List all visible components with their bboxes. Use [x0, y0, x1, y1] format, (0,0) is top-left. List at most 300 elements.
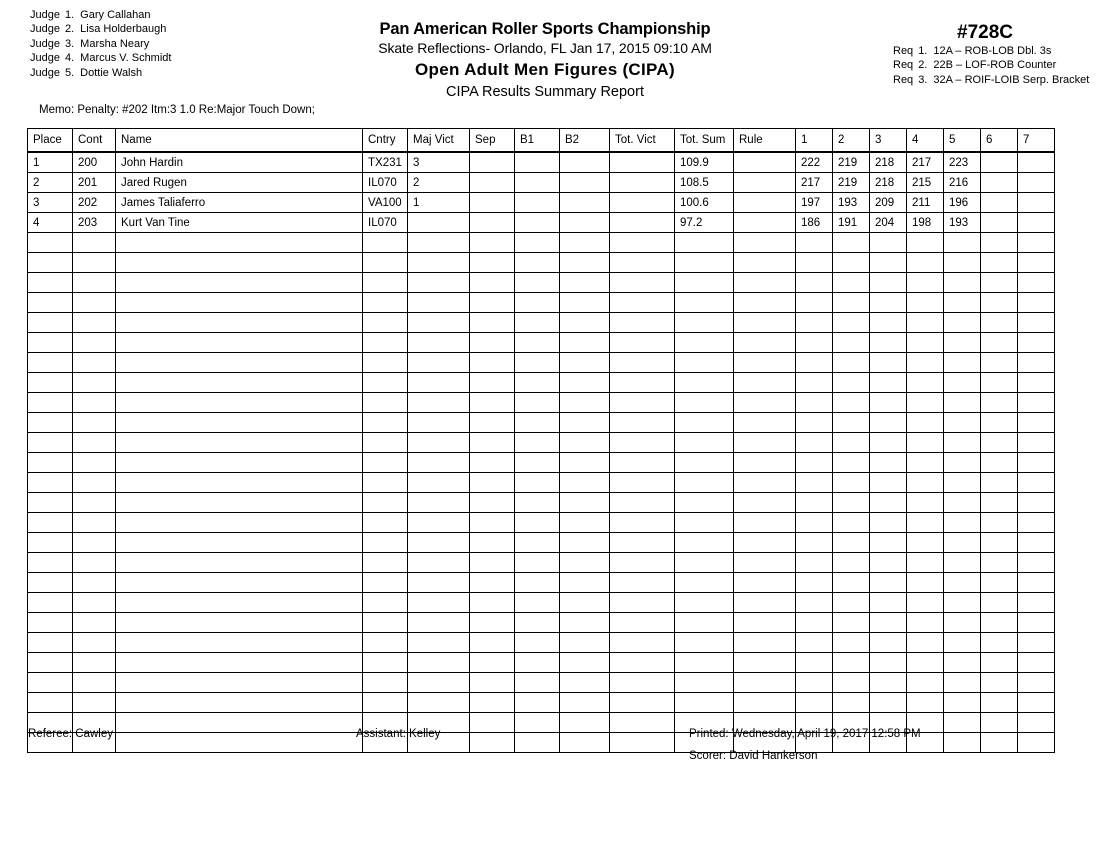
cell-empty	[73, 253, 116, 273]
table-row-empty[interactable]	[28, 673, 1055, 693]
table-row-empty[interactable]	[28, 373, 1055, 393]
cell-empty	[734, 573, 796, 593]
cell-judge-4: 215	[907, 173, 944, 193]
cell-empty	[560, 593, 610, 613]
cell-empty	[560, 553, 610, 573]
cell-empty	[1018, 453, 1055, 473]
col-judge-6: 6	[981, 129, 1018, 153]
cell-empty	[515, 433, 560, 453]
cell-empty	[675, 313, 734, 333]
cell-empty	[675, 613, 734, 633]
cell-empty	[116, 533, 363, 553]
table-row-empty[interactable]	[28, 553, 1055, 573]
cell-judge-7	[1018, 152, 1055, 173]
requirement-label: Req	[893, 45, 914, 57]
cell-empty	[73, 473, 116, 493]
cell-empty	[363, 693, 408, 713]
cell-judge-3: 209	[870, 193, 907, 213]
cell-empty	[610, 433, 675, 453]
cell-empty	[944, 333, 981, 353]
table-row-empty[interactable]	[28, 333, 1055, 353]
table-row-empty[interactable]	[28, 453, 1055, 473]
cell-empty	[610, 333, 675, 353]
cell-empty	[870, 413, 907, 433]
table-row-empty[interactable]	[28, 313, 1055, 333]
cell-empty	[363, 253, 408, 273]
cell-empty	[363, 613, 408, 633]
table-row-empty[interactable]	[28, 693, 1055, 713]
cell-empty	[833, 413, 870, 433]
cell-empty	[73, 533, 116, 553]
cell-empty	[944, 493, 981, 513]
cell-empty	[560, 513, 610, 533]
cell-empty	[515, 333, 560, 353]
cell-empty	[610, 293, 675, 313]
cell-empty	[675, 373, 734, 393]
cell-empty	[73, 273, 116, 293]
cell-empty	[28, 593, 73, 613]
cell-empty	[981, 453, 1018, 473]
cell-empty	[833, 653, 870, 673]
table-row-empty[interactable]	[28, 473, 1055, 493]
col-tot-vict: Tot. Vict	[610, 129, 675, 153]
cell-empty	[1018, 373, 1055, 393]
cell-empty	[1018, 613, 1055, 633]
cell-empty	[610, 633, 675, 653]
cell-empty	[116, 673, 363, 693]
cell-empty	[470, 553, 515, 573]
cell-empty	[870, 593, 907, 613]
cell-empty	[944, 733, 981, 753]
cell-b2	[560, 173, 610, 193]
cell-empty	[907, 673, 944, 693]
cell-empty	[734, 533, 796, 553]
cell-empty	[610, 353, 675, 373]
cell-empty	[907, 413, 944, 433]
cell-empty	[833, 393, 870, 413]
cell-empty	[833, 693, 870, 713]
table-row-empty[interactable]	[28, 593, 1055, 613]
cell-empty	[610, 473, 675, 493]
cell-empty	[675, 533, 734, 553]
cell-empty	[470, 693, 515, 713]
cell-empty	[560, 713, 610, 733]
table-row[interactable]	[28, 213, 1055, 233]
judge-number: 5.	[64, 66, 75, 79]
cell-empty	[907, 433, 944, 453]
cell-empty	[610, 513, 675, 533]
cell-empty	[610, 533, 675, 553]
cell-empty	[560, 473, 610, 493]
col-b2: B2	[560, 129, 610, 153]
cell-empty	[870, 553, 907, 573]
cell-empty	[833, 333, 870, 353]
cell-empty	[470, 633, 515, 653]
cell-empty	[408, 613, 470, 633]
cell-name: Jared Rugen	[116, 173, 363, 193]
table-row-empty[interactable]	[28, 293, 1055, 313]
cell-empty	[833, 633, 870, 653]
cell-empty	[944, 233, 981, 253]
cell-empty	[470, 493, 515, 513]
cell-empty	[981, 353, 1018, 373]
table-row-empty[interactable]	[28, 393, 1055, 413]
cell-empty	[363, 333, 408, 353]
cell-maj-vict	[408, 213, 470, 233]
cell-empty	[734, 633, 796, 653]
cell-empty	[515, 693, 560, 713]
judge-row	[30, 22, 171, 36]
cell-tot-sum: 100.6	[675, 193, 734, 213]
requirement-text: 12A – ROB-LOB Dbl. 3s	[933, 45, 1052, 57]
cell-empty	[515, 233, 560, 253]
cell-empty	[73, 553, 116, 573]
cell-empty	[515, 413, 560, 433]
cell-empty	[408, 273, 470, 293]
cell-empty	[560, 693, 610, 713]
cell-empty	[73, 233, 116, 253]
table-row[interactable]	[28, 152, 1055, 173]
cell-empty	[1018, 513, 1055, 533]
cell-empty	[116, 433, 363, 453]
cell-empty	[944, 453, 981, 473]
cell-empty	[610, 273, 675, 293]
cell-empty	[734, 393, 796, 413]
table-row-empty[interactable]	[28, 233, 1055, 253]
table-row[interactable]	[28, 173, 1055, 193]
cell-empty	[470, 313, 515, 333]
cell-empty	[796, 473, 833, 493]
cell-empty	[1018, 533, 1055, 553]
cell-empty	[907, 633, 944, 653]
cell-rule	[734, 173, 796, 193]
cell-empty	[675, 573, 734, 593]
cell-empty	[363, 513, 408, 533]
cell-empty	[734, 253, 796, 273]
cell-empty	[907, 653, 944, 673]
table-row[interactable]	[28, 193, 1055, 213]
cell-empty	[470, 573, 515, 593]
cell-empty	[470, 613, 515, 633]
cell-empty	[408, 493, 470, 513]
cell-empty	[408, 473, 470, 493]
judge-row	[30, 8, 171, 22]
cell-empty	[734, 433, 796, 453]
cell-empty	[870, 433, 907, 453]
cell-empty	[1018, 653, 1055, 673]
cell-empty	[1018, 633, 1055, 653]
cell-empty	[734, 673, 796, 693]
requirement-number: 1.	[918, 45, 928, 57]
cell-empty	[796, 273, 833, 293]
cell-empty	[944, 593, 981, 613]
cell-empty	[870, 373, 907, 393]
judge-number: 2.	[64, 23, 75, 36]
cell-empty	[833, 253, 870, 273]
cell-b1	[515, 193, 560, 213]
cell-empty	[116, 313, 363, 333]
table-row-empty[interactable]	[28, 653, 1055, 673]
cell-empty	[734, 653, 796, 673]
cell-empty	[675, 493, 734, 513]
cell-cntry: IL070	[363, 213, 408, 233]
cell-empty	[610, 653, 675, 673]
cell-empty	[363, 313, 408, 333]
cell-empty	[28, 453, 73, 473]
cell-empty	[675, 293, 734, 313]
cell-empty	[408, 253, 470, 273]
cell-empty	[907, 353, 944, 373]
cell-empty	[515, 293, 560, 313]
cell-empty	[796, 453, 833, 473]
cell-sep	[470, 152, 515, 173]
cell-empty	[515, 253, 560, 273]
cell-empty	[116, 293, 363, 313]
col-sep: Sep	[470, 129, 515, 153]
cell-empty	[560, 233, 610, 253]
cell-name: Kurt Van Tine	[116, 213, 363, 233]
cell-empty	[796, 533, 833, 553]
cell-empty	[363, 413, 408, 433]
cell-empty	[833, 493, 870, 513]
col-cont: Cont	[73, 129, 116, 153]
cell-empty	[675, 633, 734, 653]
cell-empty	[28, 493, 73, 513]
cell-empty	[734, 313, 796, 333]
requirement-number: 3.	[918, 73, 928, 86]
table-row-empty[interactable]	[28, 433, 1055, 453]
cell-empty	[470, 533, 515, 553]
cell-empty	[675, 673, 734, 693]
cell-tot-sum: 97.2	[675, 213, 734, 233]
table-row-empty[interactable]	[28, 493, 1055, 513]
cell-empty	[560, 653, 610, 673]
cell-empty	[560, 373, 610, 393]
cell-empty	[28, 633, 73, 653]
cell-empty	[28, 513, 73, 533]
cell-empty	[675, 693, 734, 713]
cell-empty	[363, 633, 408, 653]
cell-empty	[470, 293, 515, 313]
cell-empty	[907, 293, 944, 313]
cell-empty	[28, 373, 73, 393]
table-row-empty[interactable]	[28, 253, 1055, 273]
table-row-empty[interactable]	[28, 533, 1055, 553]
table-header-row	[28, 129, 1055, 153]
cell-empty	[944, 433, 981, 453]
cell-empty	[408, 573, 470, 593]
cell-empty	[981, 493, 1018, 513]
table-row-empty[interactable]	[28, 613, 1055, 633]
cell-empty	[560, 573, 610, 593]
cell-empty	[675, 433, 734, 453]
cell-judge-6	[981, 213, 1018, 233]
cell-b1	[515, 152, 560, 173]
cell-empty	[28, 413, 73, 433]
cell-empty	[907, 253, 944, 273]
cell-empty	[610, 313, 675, 333]
cell-empty	[675, 273, 734, 293]
cell-empty	[560, 313, 610, 333]
cell-empty	[470, 433, 515, 453]
cell-empty	[116, 513, 363, 533]
requirement-label: Req	[893, 73, 914, 86]
cell-empty	[675, 553, 734, 573]
cell-empty	[116, 613, 363, 633]
table-row-empty[interactable]	[28, 413, 1055, 433]
cell-empty	[408, 353, 470, 373]
cell-empty	[1018, 693, 1055, 713]
table-row-empty[interactable]	[28, 513, 1055, 533]
cell-empty	[363, 453, 408, 473]
cell-tot-sum: 108.5	[675, 173, 734, 193]
cell-empty	[515, 633, 560, 653]
cell-tot-vict	[610, 173, 675, 193]
cell-empty	[675, 413, 734, 433]
cell-rule	[734, 193, 796, 213]
cell-empty	[734, 233, 796, 253]
cell-empty	[408, 513, 470, 533]
cell-empty	[610, 713, 675, 733]
cell-empty	[1018, 713, 1055, 733]
cell-empty	[981, 693, 1018, 713]
cell-judge-6	[981, 193, 1018, 213]
cell-empty	[515, 373, 560, 393]
cell-empty	[1018, 353, 1055, 373]
cell-empty	[363, 653, 408, 673]
table-row-empty[interactable]	[28, 353, 1055, 373]
requirement-row	[893, 58, 1089, 72]
cell-empty	[73, 573, 116, 593]
cell-empty	[408, 453, 470, 473]
cell-empty	[734, 593, 796, 613]
cell-empty	[734, 693, 796, 713]
cell-empty	[73, 673, 116, 693]
cell-b1	[515, 173, 560, 193]
col-judge-4: 4	[907, 129, 944, 153]
cell-empty	[560, 433, 610, 453]
cell-empty	[907, 533, 944, 553]
cell-judge-5: 196	[944, 193, 981, 213]
cell-empty	[833, 353, 870, 373]
cell-empty	[560, 453, 610, 473]
cell-empty	[981, 233, 1018, 253]
cell-empty	[408, 633, 470, 653]
cell-cont: 200	[73, 152, 116, 173]
cell-empty	[610, 733, 675, 753]
cell-place: 4	[28, 213, 73, 233]
cell-empty	[1018, 733, 1055, 753]
table-row-empty[interactable]	[28, 633, 1055, 653]
cell-empty	[408, 393, 470, 413]
cell-empty	[28, 293, 73, 313]
cell-empty	[515, 653, 560, 673]
cell-empty	[408, 433, 470, 453]
cell-empty	[28, 573, 73, 593]
cell-empty	[734, 473, 796, 493]
cell-judge-5: 193	[944, 213, 981, 233]
cell-judge-4: 211	[907, 193, 944, 213]
table-row-empty[interactable]	[28, 273, 1055, 293]
cell-empty	[116, 453, 363, 473]
cell-empty	[870, 353, 907, 373]
cell-empty	[116, 693, 363, 713]
cell-sep	[470, 193, 515, 213]
cell-empty	[833, 433, 870, 453]
cell-empty	[363, 293, 408, 313]
cell-empty	[944, 713, 981, 733]
cell-empty	[796, 413, 833, 433]
table-row-empty[interactable]	[28, 573, 1055, 593]
cell-empty	[470, 413, 515, 433]
judge-label: Judge	[30, 37, 60, 50]
cell-empty	[1018, 473, 1055, 493]
cell-empty	[560, 533, 610, 553]
judges-list	[30, 8, 171, 80]
cell-empty	[116, 273, 363, 293]
cell-empty	[796, 493, 833, 513]
judge-number: 4.	[64, 52, 75, 65]
cell-empty	[408, 533, 470, 553]
cell-empty	[796, 633, 833, 653]
cell-judge-1: 197	[796, 193, 833, 213]
cell-empty	[675, 453, 734, 473]
cell-empty	[470, 473, 515, 493]
cell-empty	[907, 233, 944, 253]
requirement-text: 32A – ROIF-LOIB Serp. Bracket	[933, 73, 1090, 86]
cell-empty	[363, 673, 408, 693]
cell-empty	[610, 393, 675, 413]
cell-empty	[515, 553, 560, 573]
cell-name: James Taliaferro	[116, 193, 363, 213]
cell-empty	[981, 713, 1018, 733]
cell-empty	[28, 433, 73, 453]
cell-empty	[408, 373, 470, 393]
judge-name: Marsha Neary	[80, 37, 150, 50]
cell-empty	[944, 673, 981, 693]
cell-empty	[944, 513, 981, 533]
cell-empty	[515, 493, 560, 513]
cell-empty	[1018, 233, 1055, 253]
cell-empty	[560, 413, 610, 433]
cell-empty	[28, 473, 73, 493]
cell-empty	[73, 293, 116, 313]
cell-empty	[28, 253, 73, 273]
cell-empty	[363, 233, 408, 253]
cell-empty	[734, 333, 796, 353]
cell-empty	[796, 593, 833, 613]
cell-empty	[515, 453, 560, 473]
judge-row	[30, 51, 171, 65]
col-judge-3: 3	[870, 129, 907, 153]
cell-empty	[907, 493, 944, 513]
cell-empty	[1018, 253, 1055, 273]
cell-empty	[870, 493, 907, 513]
cell-empty	[470, 353, 515, 373]
cell-empty	[560, 253, 610, 273]
cell-empty	[833, 673, 870, 693]
cell-empty	[116, 713, 363, 733]
cell-empty	[981, 393, 1018, 413]
cell-empty	[870, 533, 907, 553]
cell-tot-vict	[610, 193, 675, 213]
cell-tot-vict	[610, 152, 675, 173]
cell-empty	[870, 253, 907, 273]
cell-judge-6	[981, 152, 1018, 173]
cell-empty	[515, 353, 560, 373]
cell-empty	[833, 293, 870, 313]
cell-sep	[470, 213, 515, 233]
